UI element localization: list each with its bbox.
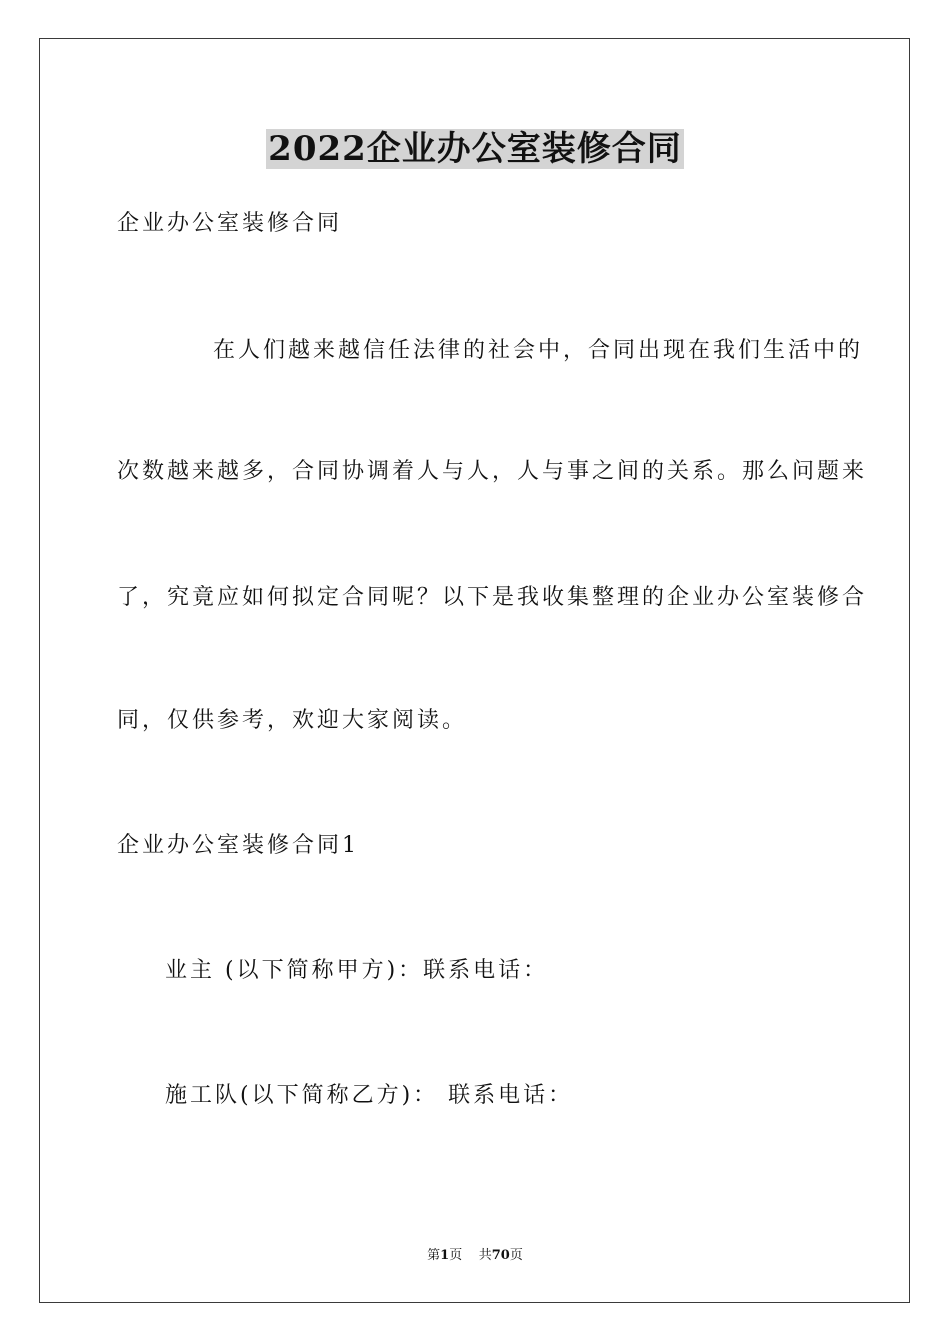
intro-line-2: 次数越来越多，合同协调着人与人，人与事之间的关系。那么问题来 — [117, 459, 868, 484]
document-title-text: 2022企业办公室装修合同 — [268, 129, 682, 169]
section-heading: 企业办公室装修合同1 — [117, 833, 359, 858]
party-a-line: 业主 (以下简称甲方)：联系电话： — [165, 958, 549, 983]
intro-line-1: 在人们越来越信任法律的社会中，合同出现在我们生活中的 — [213, 338, 864, 363]
intro-line-3: 了，究竟应如何拟定合同呢？以下是我收集整理的企业办公室装修合 — [117, 585, 868, 610]
footer-page-suffix: 页 — [449, 1248, 463, 1263]
footer-page-prefix: 第 — [427, 1248, 441, 1263]
footer-page-number: 1 — [440, 1248, 450, 1263]
intro-line-4: 同，仅供参考，欢迎大家阅读。 — [117, 708, 468, 733]
footer-total-prefix: 共 — [478, 1248, 492, 1263]
document-title — [0, 126, 950, 172]
page-footer — [0, 1247, 950, 1265]
footer-total-pages: 70 — [491, 1248, 510, 1263]
document-subtitle: 企业办公室装修合同 — [117, 211, 343, 236]
footer-total-suffix: 页 — [509, 1248, 523, 1263]
party-b-line: 施工队(以下简称乙方)： 联系电话： — [165, 1083, 574, 1108]
